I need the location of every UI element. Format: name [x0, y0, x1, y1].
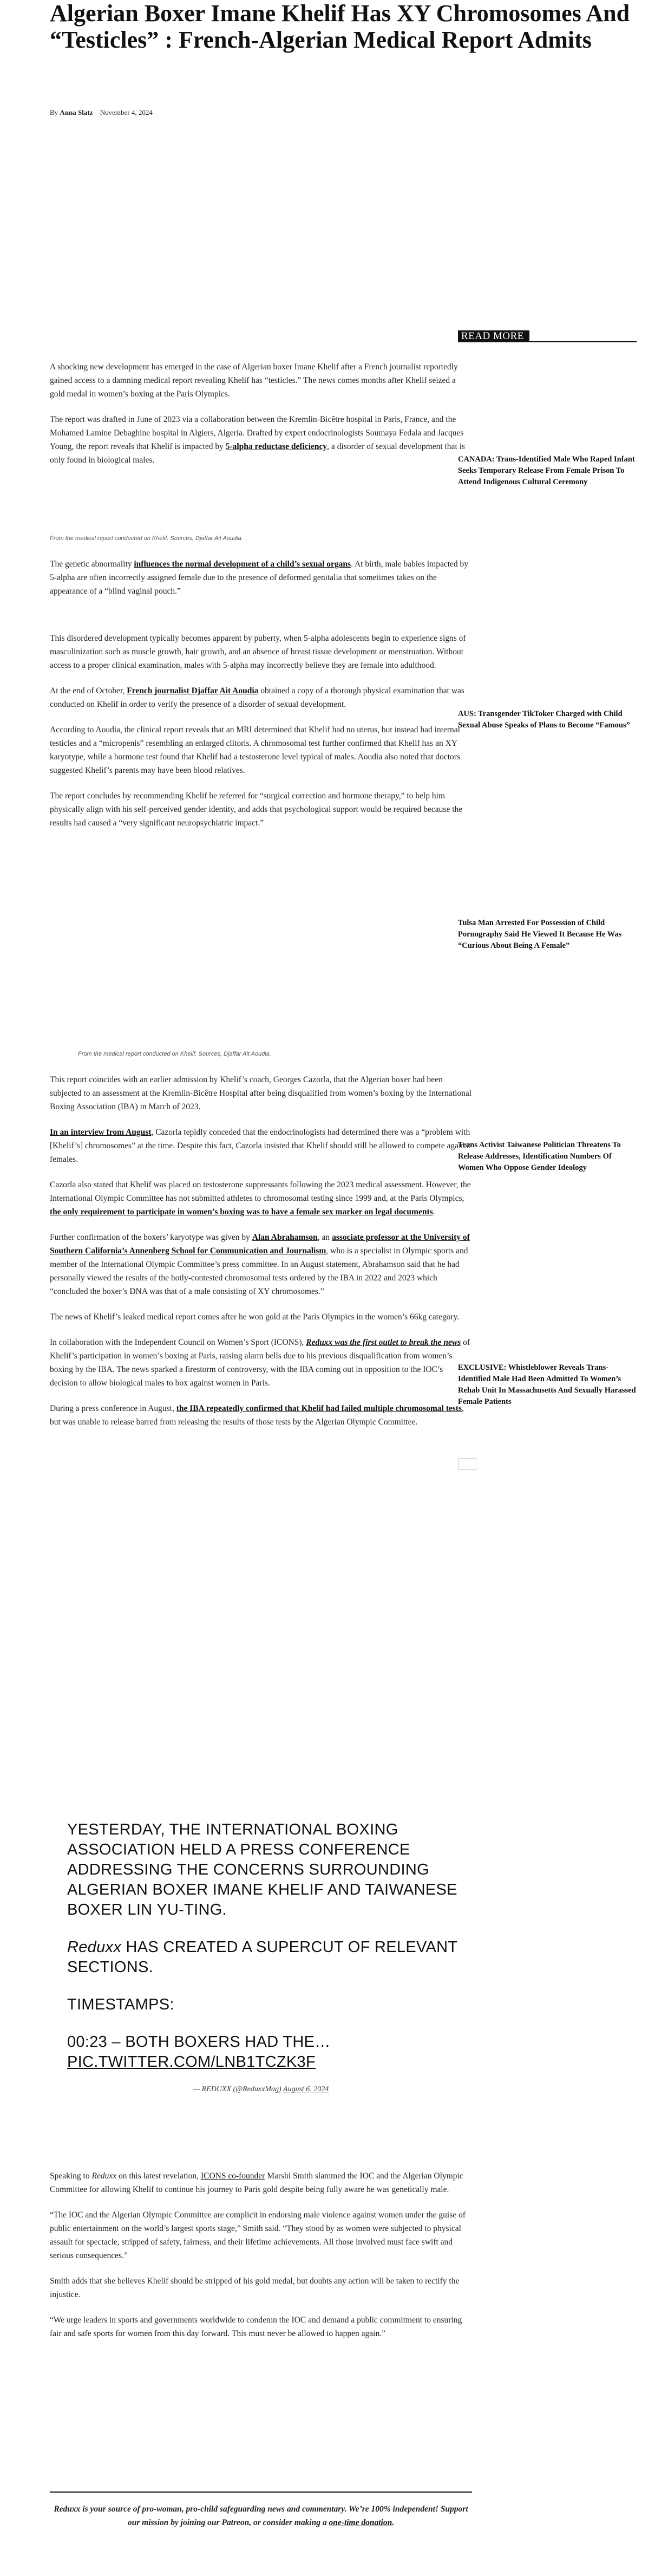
paragraph: At the end of October, French journalist Djaffar Ait Aoudia obtained a copy of a thorough physical examination that was conducted on Khelif in order to verify the presence of a disorder of sexual development.	[50, 686, 464, 709]
tweet-line: YESTERDAY, THE INTERNATIONAL BOXING ASSOCIATION HELD A PRESS CONFERENCE ADDRESSING THE CONCERNS SURROUNDING ALGERIAN BOXER IMANE KHELIF AND TAIWANESE BOXER LIN YU-TING.	[67, 1821, 457, 1918]
sidebar-link-aus[interactable]: AUS: Transgender TikToker Charged with Child Sexual Abuse Speaks of Plans to Become “Famous”	[458, 710, 630, 730]
embedded-tweet	[50, 1820, 472, 2094]
byline-prefix: By	[50, 108, 58, 116]
spacer	[50, 610, 472, 632]
paragraph: A shocking new development has emerged in the case of Algerian boxer Imane Khelif after a French journalist reportedly gained access to a damning medical report revealing Khelif has “testicles.” The news comes months after Khelif seized a gold medal in women’s boxing at the Paris Olympics.	[50, 362, 458, 399]
paragraph: In collaboration with the Independent Council on Women’s Sport (ICONS), Reduxx was the first outlet to break the news of Khelif’s participation in women’s boxing at Paris, raising alarm bells due to his previous disqualification from women’s boxing by the IBA. The news sparked a firestorm of controversy, with the IBA coming out in opposition to the IOC’s decision to allow biological males to box against women in Paris.	[50, 1338, 470, 1388]
paragraph: The report was drafted in June of 2023 via a collaboration between the Kremlin-Bicêtre hospital in Paris, France, and the Mohamed Lamine Debaghine hospital in Algiers, Algeria. Drafted by expert endocrinologists Soumaya Fedala and Jacques Young, the report reveals that Khelif is impacted by 5-alpha reductase deficiency, a disorder of sexual development that is only found in biological males.	[50, 415, 465, 465]
donation-link[interactable]: one-time donation	[329, 2518, 392, 2527]
image-caption: From the medical report conducted on Khelif. Sources, Djaffar Ait Aoudia.	[78, 1051, 271, 1057]
tweet-date-link[interactable]: August 6, 2024	[283, 2085, 329, 2093]
read-more-header	[458, 330, 637, 342]
link-sexual-organs[interactable]: influences the normal development of a child’s sexual organs	[134, 560, 351, 569]
paragraph: “The IOC and the Algerian Olympic Committee are complicit in endorsing male violence against women under the guise of public entertainment on the world’s largest sports stage,” Smith said. “They stood by as women were subjected to physical assault for spectacle, stripped of safety, fairness, and their lifetime achievements. All those involved must face swift and serious consequences.”	[50, 2210, 466, 2260]
paragraph: This report coincides with an earlier admission by Khelif’s coach, Georges Cazorla, that the Algerian boxer had been subjected to an assessment at the Kremlin-Bicêtre Hospital after being disqualified from women’s boxing by the International Boxing Association (IBA) in March of 2023.	[50, 1075, 472, 1111]
author-name[interactable]: Anna Slatz	[60, 108, 93, 116]
link-journalist[interactable]: French journalist Djaffar Ait Aoudia	[127, 686, 259, 695]
paragraph: Further confirmation of the boxers’ karyotype was given by Alan Abrahamson, an associate professor at the University of Southern California’s Annenberg School for Communication and Journalism, who is a specialist in Olympic sports and member of the International Olympic Committee’s press committee. In an August statement, Abrahamson said that he had personally viewed the results of the hotly-contested chromosomal tests ordered by the IBA in 2022 and 2023 which “concluded the boxer’s DNA was that of a male consisting of XY chromosomes.”	[50, 1233, 470, 1296]
paragraph: The genetic abnormality influences the normal development of a child’s sexual organs. At birth, male babies impacted by 5-alpha are often incorrectly assigned female due to the presence of deformed genitalia that sometimes takes on the appearance of a “blind vaginal pouch.”	[50, 560, 469, 596]
article-body	[50, 360, 472, 1441]
paragraph: According to Aoudia, the clinical report reveals that an MRI determined that Khelif had no uterus, but instead had internal testicles and a “micropenis” resembling an enlarged clitoris. A chromosomal test further confirmed that Khelif has an XY karyotype, while a hormone test found that Khelif had a testosterone level typical of males. Aoudia also noted that doctors suggested Khelif’s parents may have been blood relatives.	[50, 725, 461, 775]
link-5alpha[interactable]: 5-alpha reductase deficiency	[225, 442, 328, 451]
byline	[50, 108, 153, 117]
paragraph: “We urge leaders in sports and governments worldwide to condemn the IOC and demand a public commitment to ensuring fair and safe sports for women from this day forward. This must never be allowed to happen again.”	[50, 2315, 462, 2338]
paragraph: Smith adds that she believes Khelif should be stripped of his gold medal, but doubts any action will be taken to rectify the injustice.	[50, 2276, 460, 2299]
sidebar-link-taiwan[interactable]: Trans Activist Taiwanese Politician Threatens To Release Addresses, Identification Numbers Of Women Who Oppose Gender Ideology	[458, 1141, 621, 1172]
tweet-line: TIMESTAMPS:	[67, 1996, 174, 2013]
publish-date: November 4, 2024	[100, 108, 153, 116]
sidebar-link-canada[interactable]: CANADA: Trans-Identified Male Who Raped Infant Seeks Temporary Release From Female Prison To Attend Indigenous Cultural Ceremony	[458, 455, 635, 486]
tweet-line: 00:23 – BOTH BOXERS HAD THE… PIC.TWITTER.COM/LNB1TCZK3F	[67, 2032, 472, 2072]
support-footer: Reduxx is your source of pro-woman, pro-child safeguarding news and commentary. We’re 100% independent! Support our mission by joining our Patreon, or consider making a one-time donation.	[50, 2492, 472, 2529]
link-requirement[interactable]: the only requirement to participate in women’s boxing was to have a female sex marker on legal documents	[50, 1207, 433, 1217]
paragraph: The report concludes by recommending Khelif be referred for “surgical correction and hormone therapy,” to help him physically align with his self-perceived gender identity, and adds that psychological support would be required because the results had caused a “very significant neuropsychiatric impact.”	[50, 791, 463, 828]
tweet-attribution: — REDUXX (@ReduxxMag) August 6, 2024	[193, 2085, 329, 2093]
tweet-text	[67, 1820, 472, 2072]
link-first-outlet[interactable]: Reduxx was the first outlet to break the news	[306, 1338, 461, 1347]
link-interview[interactable]: In an interview from August	[50, 1128, 152, 1137]
paragraph: Speaking to Reduxx on this latest revelation, ICONS co-founder Marshi Smith slammed the IOC and the Algerian Olympic Committee for allowing Khelif to continue his journey to Paris gold despite being fully aware he was genetically male.	[50, 2171, 463, 2194]
medical-report-image	[50, 479, 472, 532]
link-abrahamson[interactable]: Alan Abrahamson	[252, 1233, 318, 1242]
sidebar-link-exclusive[interactable]: EXCLUSIVE: Whistleblower Reveals Trans-Identified Male Had Been Admitted To Women’s Rehab Unit In Massachusetts And Sexually Harassed Female Patients	[458, 1363, 636, 1406]
sidebar-link-tulsa[interactable]: Tulsa Man Arrested For Possession of Child Pornography Said He Viewed It Because He Was “Curious About Being A Female”	[458, 919, 622, 950]
paragraph: This disordered development typically becomes apparent by puberty, when 5-alpha adolescents begin to experience signs of masculinization such as muscle growth, hair growth, and an absence of breast tissue development or menstruation. Without access to a proper clinical examination, males with 5-alpha may incorrectly believe they are female into adulthood.	[50, 634, 466, 670]
read-more-label: READ MORE	[458, 330, 529, 342]
tweet-media-link[interactable]: PIC.TWITTER.COM/LNB1TCZK3F	[67, 2053, 316, 2071]
article-headline: Algerian Boxer Imane Khelif Has XY Chromosomes And “Testicles” : French-Algerian Medical Report Admits	[50, 0, 630, 53]
image-caption: From the medical report conducted on Khelif. Sources, Djaffar Ait Aoudia.	[50, 535, 243, 542]
paragraph: During a press conference in August, the IBA repeatedly confirmed that Khelif had failed multiple chromosomal tests, but was unable to release barred from releasing the results of those tests by the Algerian Olympic Committee.	[50, 1404, 464, 1427]
medical-report-image	[50, 842, 472, 1048]
paragraph: The news of Khelif’s leaked medical report comes after he won gold at the Paris Olympics in the women’s 66kg category.	[50, 1312, 460, 1322]
article-body-continued	[50, 2169, 472, 2352]
paragraph: In an interview from August, Cazorla tepidly conceded that the endocrinologists had determined there was a “problem with [Khelif’s] chromosomes” at the time. Despite this fact, Cazorla insisted that Khelif should still be allowed to compete against females.	[50, 1128, 471, 1164]
link-iba-tests[interactable]: the IBA repeatedly confirmed that Khelif had failed multiple chromosomal tests	[176, 1404, 462, 1413]
sidebar-image-placeholder	[458, 1458, 476, 1470]
link-icons[interactable]: ICONS co-founder	[200, 2171, 265, 2181]
tweet-line: Reduxx HAS CREATED A SUPERCUT OF RELEVANT SECTIONS.	[67, 1938, 457, 1976]
paragraph: Cazorla also stated that Khelif was placed on testosterone suppressants following the 2023 medical assessment. However, the International Olympic Committee has not submitted athletes to chromosomal testing since 1999 and, at the Paris Olympics, the only requirement to participate in women’s boxing was to have a female sex marker on legal documents.	[50, 1180, 471, 1217]
link-usc[interactable]: associate professor at the University of Southern California’s Annenberg School for Communication and Journalism	[50, 1233, 470, 1256]
